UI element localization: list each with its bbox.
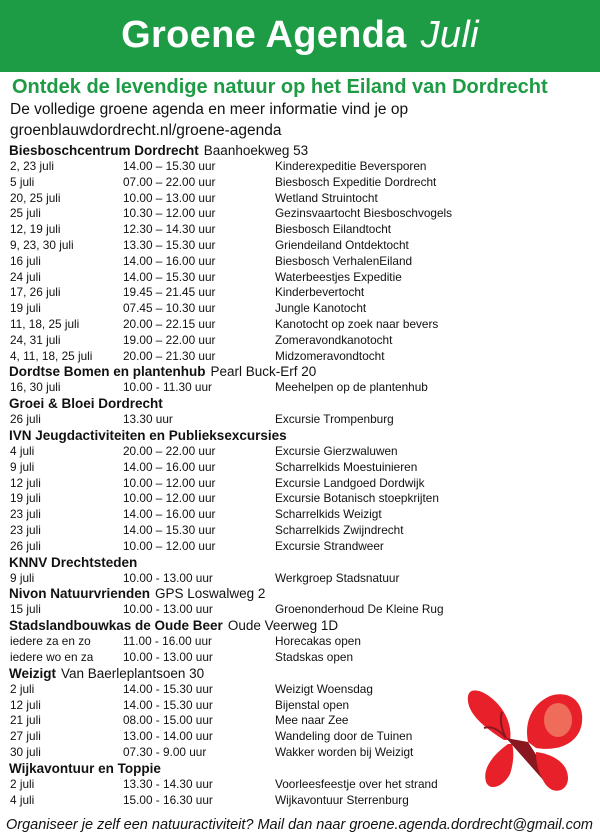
title-month: Juli: [420, 14, 479, 56]
event-activity: Scharrelkids Weizigt: [275, 507, 382, 522]
event-activity: Excursie Strandweer: [275, 538, 384, 553]
page-title: [0, 14, 600, 57]
section-location: Pearl Buck-Erf 20: [210, 364, 317, 380]
section-heading: [9, 761, 161, 776]
event-date: 12 juli: [10, 697, 41, 712]
section-name: KNNV Drechtsteden: [9, 554, 138, 570]
event-date: 20, 25 juli: [10, 190, 61, 205]
butterfly-icon: [464, 682, 586, 798]
event-date: 15 juli: [10, 602, 41, 617]
event-activity: Mee naar Zee: [275, 713, 349, 728]
footer-note: Organiseer je zelf een natuuractiviteit? Mail dan naar groene.agenda.dordrecht@gmail.com: [6, 817, 593, 833]
event-time: 19.45 – 21.45 uur: [123, 285, 216, 300]
event-activity: Wandeling door de Tuinen: [275, 729, 413, 744]
event-time: 10.30 – 12.00 uur: [123, 206, 216, 221]
event-time: 14.00 – 15.30 uur: [123, 269, 216, 284]
event-activity: Kinderexpeditie Beversporen: [275, 159, 427, 173]
section-location: Oude Veerweg 1D: [227, 618, 339, 634]
event-activity: Weizigt Woensdag: [275, 681, 373, 696]
event-date: 9, 23, 30 juli: [10, 238, 74, 252]
event-date: 26 juli: [10, 412, 41, 427]
event-date: 24 juli: [10, 269, 41, 284]
event-time: 14.00 – 15.30 uur: [123, 159, 216, 173]
event-activity: Wetland Struintocht: [275, 190, 378, 205]
event-date: 11, 18, 25 juli: [10, 317, 80, 331]
event-activity: Horecakas open: [275, 634, 361, 649]
event-time: 10.00 - 13.00 uur: [123, 570, 213, 585]
event-time: 10.00 - 11.30 uur: [123, 380, 212, 395]
event-date: 4 juli: [10, 792, 35, 807]
event-time: 07.00 – 22.00 uur: [123, 174, 216, 189]
event-activity: Kanotocht op zoek naar bevers: [275, 317, 439, 331]
event-date: 12 juli: [10, 475, 41, 490]
section-heading: [9, 586, 265, 601]
section-heading: [9, 396, 163, 411]
event-time: 14.00 - 15.30 uur: [123, 697, 213, 712]
event-activity: Scharrelkids Zwijndrecht: [275, 523, 404, 537]
event-activity: Wakker worden bij Weizigt: [275, 745, 414, 759]
event-time: 10.00 – 13.00 uur: [123, 190, 216, 205]
event-time: 10.00 - 13.00 uur: [123, 650, 213, 664]
event-date: 23 juli: [10, 507, 41, 522]
intro-line-1: De volledige groene agenda en meer informatie vind je op: [10, 101, 409, 118]
event-activity: Biesbosch Eilandtocht: [275, 222, 392, 237]
event-activity: Meehelpen op de plantenhub: [275, 380, 428, 395]
header-banner: [0, 0, 600, 72]
section-name: Dordtse Bomen en plantenhub: [9, 364, 206, 380]
event-activity: Excursie Trompenburg: [275, 412, 394, 427]
event-activity: Kinderbevertocht: [275, 285, 365, 300]
section-name: Wijkavontuur en Toppie: [9, 760, 161, 776]
section-name: Stadslandbouwkas de Oude Beer: [9, 618, 223, 634]
event-activity: Groenonderhoud De Kleine Rug: [275, 602, 444, 617]
section-heading: [9, 364, 316, 379]
event-date: 4, 11, 18, 25 juli: [10, 348, 93, 363]
section-name: Biesboschcentrum Dordrecht: [9, 143, 199, 158]
event-date: 5 juli: [10, 174, 35, 189]
event-activity: Griendeiland Ontdektocht: [275, 238, 409, 252]
event-time: 13.00 - 14.00 uur: [123, 729, 213, 744]
event-time: 14.00 – 15.30 uur: [123, 523, 216, 537]
event-activity: Zomeravondkanotocht: [275, 332, 393, 347]
event-date: 30 juli: [10, 745, 41, 759]
section-heading: [9, 666, 204, 681]
event-time: 20.00 – 22.15 uur: [123, 317, 216, 331]
section-name: Nivon Natuurvrienden: [9, 586, 151, 602]
event-activity: Jungle Kanotocht: [275, 301, 367, 316]
event-time: 08.00 - 15.00 uur: [123, 713, 213, 728]
section-name: Weizigt: [9, 665, 56, 681]
event-date: 4 juli: [10, 444, 35, 458]
event-time: 13.30 – 15.30 uur: [123, 238, 216, 252]
event-date: 26 juli: [10, 538, 41, 553]
event-activity: Excursie Gierzwaluwen: [275, 444, 398, 458]
event-date: 16, 30 juli: [10, 380, 61, 395]
event-activity: Scharrelkids Moestuinieren: [275, 459, 418, 474]
event-activity: Stadskas open: [275, 650, 354, 664]
event-date: 21 juli: [10, 713, 41, 728]
event-time: 15.00 - 16.30 uur: [123, 792, 213, 807]
event-time: 20.00 – 21.30 uur: [123, 348, 216, 363]
subtitle: Ontdek de levendige natuur op het Eiland van Dordrecht: [12, 76, 548, 98]
event-time: 14.00 – 16.00 uur: [123, 507, 216, 522]
event-activity: Excursie Botanisch stoepkrijten: [275, 491, 439, 506]
event-date: 9 juli: [10, 570, 35, 585]
event-time: 10.00 – 12.00 uur: [123, 538, 216, 553]
section-heading: [9, 428, 287, 443]
event-date: 25 juli: [10, 206, 41, 221]
event-time: 13.30 - 14.30 uur: [123, 776, 213, 791]
intro: [10, 99, 408, 141]
event-activity: Midzomeravondtocht: [275, 348, 385, 363]
intro-link[interactable]: groenblauwdordrecht.nl/groene-agenda: [10, 122, 282, 139]
event-time: 10.00 – 12.00 uur: [123, 491, 216, 506]
event-time: 20.00 – 22.00 uur: [123, 444, 216, 458]
event-time: 19.00 – 22.00 uur: [123, 332, 216, 347]
event-time: 14.00 - 15.30 uur: [123, 681, 213, 696]
event-time: 11.00 - 16.00 uur: [123, 634, 212, 649]
event-activity: Voorleesfeestje over het strand: [275, 776, 438, 791]
event-time: 13.30 uur: [123, 412, 173, 427]
event-date: iedere wo en za: [10, 650, 94, 664]
event-date: 24, 31 juli: [10, 332, 61, 347]
event-date: 9 juli: [10, 459, 35, 474]
event-date: 2 juli: [10, 681, 35, 696]
event-time: 07.45 – 10.30 uur: [123, 301, 216, 316]
event-activity: Excursie Landgoed Dordwijk: [275, 475, 425, 490]
event-date: 17, 26 juli: [10, 285, 61, 300]
section-name: Groei & Bloei Dordrecht: [9, 396, 163, 412]
section-name: IVN Jeugdactiviteiten en Publieksexcursies: [9, 428, 287, 443]
event-activity: Biesbosch Expeditie Dordrecht: [275, 174, 437, 189]
event-activity: Werkgroep Stadsnatuur: [275, 570, 400, 585]
event-activity: Wijkavontuur Sterrenburg: [275, 792, 409, 807]
event-time: 14.00 – 16.00 uur: [123, 459, 216, 474]
section-location: Van Baerleplantsoen 30: [61, 665, 205, 681]
section-location: GPS Loswalweg 2: [155, 586, 266, 602]
event-date: 16 juli: [10, 253, 41, 268]
event-activity: Waterbeestjes Expeditie: [275, 269, 402, 284]
section-location: Baanhoekweg 53: [203, 143, 309, 158]
event-time: 07.30 - 9.00 uur: [123, 745, 207, 759]
event-time: 10.00 – 12.00 uur: [123, 475, 216, 490]
event-activity: Bijenstal open: [275, 697, 350, 712]
section-heading: [9, 618, 338, 633]
event-date: 2 juli: [10, 776, 35, 791]
event-date: 19 juli: [10, 301, 41, 316]
event-time: 12.30 – 14.30 uur: [123, 222, 216, 237]
event-time: 14.00 – 16.00 uur: [123, 253, 216, 268]
event-activity: Biesbosch VerhalenEiland: [275, 253, 413, 268]
event-date: 12, 19 juli: [10, 222, 61, 237]
event-date: 2, 23 juli: [10, 159, 54, 173]
section-heading: [9, 143, 308, 158]
event-date: iedere za en zo: [10, 634, 91, 649]
event-date: 27 juli: [10, 729, 41, 744]
event-date: 19 juli: [10, 491, 41, 506]
event-activity: Gezinsvaartocht Biesboschvogels: [275, 206, 453, 221]
section-heading: [9, 555, 137, 570]
event-time: 10.00 - 13.00 uur: [123, 602, 213, 617]
title-text: Groene Agenda: [121, 14, 407, 56]
event-date: 23 juli: [10, 523, 41, 537]
